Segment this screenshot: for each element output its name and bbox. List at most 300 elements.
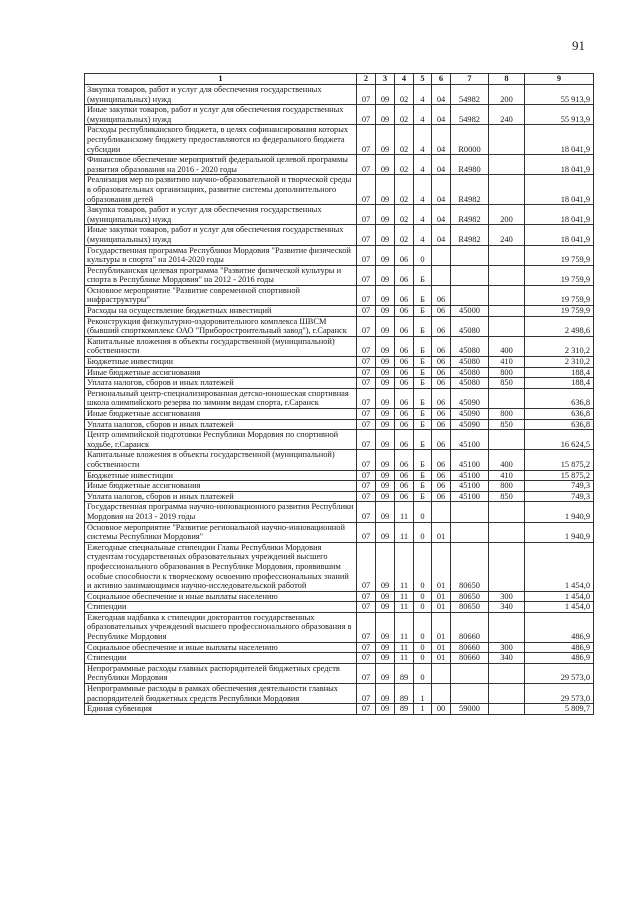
row-value-cell: 09 xyxy=(376,470,395,481)
table-row xyxy=(85,612,594,642)
row-name-cell: Стипендии xyxy=(85,602,357,613)
row-value-cell: 09 xyxy=(376,388,395,408)
row-value-cell: 29 573,0 xyxy=(525,663,594,683)
row-value-cell xyxy=(489,502,525,522)
row-value-cell: 01 xyxy=(432,602,451,613)
row-value-cell: 0 xyxy=(414,663,432,683)
row-value-cell: 06 xyxy=(395,491,414,502)
row-name-cell: Капитальные вложения в объекты государственной (муниципальной) собственности xyxy=(85,336,357,356)
row-value-cell: 09 xyxy=(376,306,395,317)
row-value-cell: 09 xyxy=(376,225,395,245)
table-row xyxy=(85,653,594,664)
table-row xyxy=(85,704,594,715)
row-value-cell: 80650 xyxy=(451,542,489,591)
row-value-cell: Б xyxy=(414,450,432,470)
row-value-cell: 07 xyxy=(357,591,376,602)
row-value-cell: 11 xyxy=(395,522,414,542)
row-value-cell: 200 xyxy=(489,85,525,105)
row-value-cell: 07 xyxy=(357,481,376,492)
row-name-cell: Государственная программа научно-инновационного развития Республики Мордовия на 2013 - 2019 годы xyxy=(85,502,357,522)
row-value-cell: 1 xyxy=(414,684,432,704)
row-name-cell: Закупка товаров, работ и услуг для обеспечения государственных (муниципальных) нужд xyxy=(85,85,357,105)
row-value-cell: 04 xyxy=(432,125,451,155)
row-value-cell: 749,3 xyxy=(525,491,594,502)
row-value-cell: 0 xyxy=(414,591,432,602)
row-value-cell: 09 xyxy=(376,316,395,336)
row-value-cell: 09 xyxy=(376,357,395,368)
row-value-cell xyxy=(489,704,525,715)
row-value-cell: 06 xyxy=(395,357,414,368)
row-value-cell: 07 xyxy=(357,245,376,265)
row-value-cell: R0000 xyxy=(451,125,489,155)
row-value-cell: 06 xyxy=(432,316,451,336)
row-value-cell: 06 xyxy=(395,450,414,470)
row-value-cell: 06 xyxy=(395,481,414,492)
row-name-cell: Ежегодные специальные стипендии Главы Республики Мордовия студентам государственных образовательных учреждений высшего профессионального образования в Республике Мордовия, проявившим особые способности к творческому освоению профессиональных знаний и активно занимающимся научно-исследовательской работой xyxy=(85,542,357,591)
row-value-cell: 4 xyxy=(414,85,432,105)
row-value-cell: 400 xyxy=(489,336,525,356)
row-value-cell xyxy=(432,684,451,704)
table-row xyxy=(85,205,594,225)
row-value-cell: 89 xyxy=(395,663,414,683)
row-name-cell: Основное мероприятие "Развитие региональной научно-инновационной системы Республики Мордовия" xyxy=(85,522,357,542)
row-value-cell: 11 xyxy=(395,502,414,522)
row-value-cell: 02 xyxy=(395,125,414,155)
row-name-cell: Иные закупки товаров, работ и услуг для обеспечения государственных (муниципальных) нужд xyxy=(85,105,357,125)
table-row xyxy=(85,125,594,155)
row-value-cell: 07 xyxy=(357,155,376,175)
row-value-cell: Б xyxy=(414,367,432,378)
row-value-cell: 09 xyxy=(376,542,395,591)
row-value-cell: 07 xyxy=(357,653,376,664)
row-value-cell: 45080 xyxy=(451,316,489,336)
row-value-cell: Б xyxy=(414,491,432,502)
row-value-cell: 4 xyxy=(414,105,432,125)
row-value-cell: 55 913,9 xyxy=(525,105,594,125)
row-value-cell xyxy=(451,663,489,683)
row-value-cell: 0 xyxy=(414,653,432,664)
row-name-cell: Социальное обеспечение и иные выплаты населению xyxy=(85,591,357,602)
row-value-cell xyxy=(489,522,525,542)
row-value-cell xyxy=(451,502,489,522)
row-value-cell xyxy=(489,388,525,408)
row-value-cell: 4 xyxy=(414,155,432,175)
row-value-cell: 02 xyxy=(395,155,414,175)
row-value-cell: 09 xyxy=(376,663,395,683)
header-cell: 8 xyxy=(489,74,525,85)
table-row xyxy=(85,245,594,265)
row-value-cell: 06 xyxy=(432,419,451,430)
row-value-cell: 06 xyxy=(432,378,451,389)
row-value-cell: 02 xyxy=(395,225,414,245)
row-value-cell: Б xyxy=(414,316,432,336)
row-name-cell: Непрограммные расходы в рамках обеспечения деятельности главных распорядителей бюджетных средств Республики Мордовия xyxy=(85,684,357,704)
row-value-cell: 02 xyxy=(395,205,414,225)
row-value-cell: 1 xyxy=(414,704,432,715)
table-row xyxy=(85,105,594,125)
row-value-cell: 09 xyxy=(376,602,395,613)
row-value-cell: 18 041,9 xyxy=(525,225,594,245)
row-value-cell: 07 xyxy=(357,125,376,155)
row-value-cell: 0 xyxy=(414,612,432,642)
table-row xyxy=(85,591,594,602)
table-row xyxy=(85,430,594,450)
row-value-cell: Б xyxy=(414,388,432,408)
table-row xyxy=(85,470,594,481)
row-value-cell: 07 xyxy=(357,704,376,715)
row-value-cell: 06 xyxy=(432,409,451,420)
row-value-cell: 06 xyxy=(432,336,451,356)
row-value-cell: 06 xyxy=(395,409,414,420)
row-name-cell: Бюджетные инвестиции xyxy=(85,357,357,368)
row-value-cell: 1 454,0 xyxy=(525,591,594,602)
row-value-cell: 16 624,5 xyxy=(525,430,594,450)
row-value-cell xyxy=(432,265,451,285)
table-row xyxy=(85,285,594,305)
row-name-cell: Основное мероприятие "Развитие современной спортивной инфраструктуры" xyxy=(85,285,357,305)
row-value-cell: 04 xyxy=(432,175,451,205)
row-value-cell: 07 xyxy=(357,684,376,704)
row-value-cell: 01 xyxy=(432,653,451,664)
table-row xyxy=(85,419,594,430)
row-value-cell xyxy=(489,265,525,285)
header-cell: 4 xyxy=(395,74,414,85)
row-value-cell: 1 454,0 xyxy=(525,542,594,591)
row-value-cell: 410 xyxy=(489,357,525,368)
row-value-cell: 1 454,0 xyxy=(525,602,594,613)
table-row xyxy=(85,357,594,368)
row-value-cell: 07 xyxy=(357,225,376,245)
row-value-cell: 80660 xyxy=(451,653,489,664)
row-value-cell: 09 xyxy=(376,502,395,522)
row-value-cell: R4982 xyxy=(451,205,489,225)
row-value-cell: 06 xyxy=(395,265,414,285)
row-value-cell xyxy=(432,663,451,683)
row-value-cell xyxy=(489,663,525,683)
row-value-cell: 800 xyxy=(489,367,525,378)
row-value-cell xyxy=(451,684,489,704)
row-name-cell: Единая субвенция xyxy=(85,704,357,715)
row-value-cell: 07 xyxy=(357,306,376,317)
row-name-cell: Закупка товаров, работ и услуг для обеспечения государственных (муниципальных) нужд xyxy=(85,205,357,225)
row-value-cell: 45080 xyxy=(451,378,489,389)
row-value-cell: 06 xyxy=(395,245,414,265)
table-row xyxy=(85,409,594,420)
row-value-cell: 07 xyxy=(357,316,376,336)
row-value-cell: 00 xyxy=(432,704,451,715)
row-value-cell: 06 xyxy=(432,481,451,492)
row-value-cell xyxy=(489,125,525,155)
row-value-cell: 5 809,7 xyxy=(525,704,594,715)
table-row xyxy=(85,265,594,285)
row-value-cell: 19 759,9 xyxy=(525,245,594,265)
row-value-cell: 45100 xyxy=(451,430,489,450)
row-value-cell: 01 xyxy=(432,642,451,653)
row-value-cell: 188,4 xyxy=(525,378,594,389)
table-row xyxy=(85,367,594,378)
row-value-cell: 18 041,9 xyxy=(525,125,594,155)
row-value-cell: 09 xyxy=(376,378,395,389)
header-cell: 9 xyxy=(525,74,594,85)
row-value-cell: 07 xyxy=(357,205,376,225)
row-name-cell: Центр олимпийской подготовки Республики Мордовия по спортивной ходьбе, г.Саранск xyxy=(85,430,357,450)
row-value-cell: 1 940,9 xyxy=(525,502,594,522)
row-value-cell: 09 xyxy=(376,522,395,542)
row-value-cell: 06 xyxy=(432,357,451,368)
row-value-cell xyxy=(451,245,489,265)
table-row xyxy=(85,522,594,542)
header-row xyxy=(85,74,594,85)
row-value-cell: 45100 xyxy=(451,450,489,470)
row-value-cell: 18 041,9 xyxy=(525,155,594,175)
row-value-cell: 06 xyxy=(395,430,414,450)
header-cell: 2 xyxy=(357,74,376,85)
row-value-cell: 07 xyxy=(357,542,376,591)
row-value-cell: 4 xyxy=(414,205,432,225)
row-name-cell: Непрограммные расходы главных распорядителей бюджетных средств Республики Мордовия xyxy=(85,663,357,683)
row-value-cell: 45090 xyxy=(451,388,489,408)
table-row xyxy=(85,481,594,492)
row-value-cell: 01 xyxy=(432,591,451,602)
row-value-cell: 09 xyxy=(376,155,395,175)
row-name-cell: Ежегодная надбавка к стипендии докторантов государственных образовательных учреждений высшего профессионального образования в Республике Мордовия xyxy=(85,612,357,642)
table-row xyxy=(85,225,594,245)
row-name-cell: Региональный центр-специализированная детско-юношеская спортивная школа олимпийского резерва по зимним видам спорта, г.Саранск xyxy=(85,388,357,408)
table-row xyxy=(85,85,594,105)
table-row xyxy=(85,602,594,613)
row-value-cell: 09 xyxy=(376,105,395,125)
row-value-cell: 410 xyxy=(489,470,525,481)
row-value-cell: 04 xyxy=(432,155,451,175)
row-value-cell: 636,8 xyxy=(525,409,594,420)
row-value-cell: 09 xyxy=(376,285,395,305)
table-row xyxy=(85,155,594,175)
row-value-cell: 0 xyxy=(414,522,432,542)
row-value-cell: 09 xyxy=(376,704,395,715)
row-value-cell: 07 xyxy=(357,285,376,305)
row-name-cell: Уплата налогов, сборов и иных платежей xyxy=(85,491,357,502)
row-value-cell: 06 xyxy=(432,367,451,378)
row-value-cell xyxy=(451,265,489,285)
row-value-cell: 19 759,9 xyxy=(525,265,594,285)
row-value-cell: 07 xyxy=(357,388,376,408)
row-value-cell: 07 xyxy=(357,450,376,470)
row-value-cell: 19 759,9 xyxy=(525,285,594,305)
row-value-cell: Б xyxy=(414,265,432,285)
row-value-cell: Б xyxy=(414,470,432,481)
row-value-cell: 02 xyxy=(395,85,414,105)
row-value-cell: 02 xyxy=(395,175,414,205)
row-value-cell: 06 xyxy=(395,316,414,336)
row-value-cell xyxy=(489,542,525,591)
row-value-cell: 45080 xyxy=(451,357,489,368)
row-value-cell: 0 xyxy=(414,245,432,265)
row-value-cell: 07 xyxy=(357,85,376,105)
row-value-cell xyxy=(489,245,525,265)
row-value-cell: 19 759,9 xyxy=(525,306,594,317)
row-value-cell: 11 xyxy=(395,602,414,613)
row-value-cell: 240 xyxy=(489,105,525,125)
row-value-cell: Б xyxy=(414,306,432,317)
row-value-cell: R4982 xyxy=(451,225,489,245)
row-value-cell: Б xyxy=(414,430,432,450)
row-value-cell: 486,9 xyxy=(525,642,594,653)
row-name-cell: Стипендии xyxy=(85,653,357,664)
row-value-cell: 09 xyxy=(376,265,395,285)
row-value-cell xyxy=(432,502,451,522)
row-value-cell: 09 xyxy=(376,409,395,420)
row-value-cell: 07 xyxy=(357,265,376,285)
row-value-cell: 800 xyxy=(489,481,525,492)
row-value-cell: 45090 xyxy=(451,409,489,420)
row-value-cell: 09 xyxy=(376,612,395,642)
row-value-cell: 340 xyxy=(489,602,525,613)
row-value-cell: 06 xyxy=(432,470,451,481)
table-row xyxy=(85,336,594,356)
row-value-cell: 15 875,2 xyxy=(525,450,594,470)
row-value-cell: Б xyxy=(414,419,432,430)
row-value-cell: 850 xyxy=(489,419,525,430)
row-value-cell: 45100 xyxy=(451,481,489,492)
row-value-cell: 89 xyxy=(395,684,414,704)
row-value-cell: 02 xyxy=(395,105,414,125)
row-value-cell: 07 xyxy=(357,378,376,389)
row-value-cell xyxy=(432,245,451,265)
row-value-cell: 80650 xyxy=(451,591,489,602)
row-value-cell: 1 940,9 xyxy=(525,522,594,542)
row-value-cell: 06 xyxy=(395,388,414,408)
row-value-cell: 300 xyxy=(489,591,525,602)
row-value-cell: 0 xyxy=(414,642,432,653)
row-value-cell: 340 xyxy=(489,653,525,664)
row-value-cell: 09 xyxy=(376,245,395,265)
row-value-cell: 45100 xyxy=(451,491,489,502)
row-value-cell xyxy=(489,316,525,336)
row-name-cell: Иные бюджетные ассигнования xyxy=(85,409,357,420)
row-value-cell: 06 xyxy=(432,430,451,450)
row-value-cell: 06 xyxy=(432,285,451,305)
row-value-cell: 09 xyxy=(376,653,395,664)
row-value-cell: 59000 xyxy=(451,704,489,715)
row-value-cell: 07 xyxy=(357,491,376,502)
row-name-cell: Расходы республиканского бюджета, в целях софинансирования которых республиканскому бюджету предоставляются из федерального бюджета субсидии xyxy=(85,125,357,155)
header-cell: 3 xyxy=(376,74,395,85)
budget-table xyxy=(84,73,594,715)
row-name-cell: Финансовое обеспечение мероприятий федеральной целевой программы развития образования на 2016 - 2020 годы xyxy=(85,155,357,175)
row-name-cell: Капитальные вложения в объекты государственной (муниципальной) собственности xyxy=(85,450,357,470)
row-value-cell: 200 xyxy=(489,205,525,225)
row-value-cell: 09 xyxy=(376,367,395,378)
row-value-cell: 0 xyxy=(414,602,432,613)
table-row xyxy=(85,175,594,205)
row-value-cell: 07 xyxy=(357,105,376,125)
row-value-cell: Б xyxy=(414,409,432,420)
row-value-cell: 2 498,6 xyxy=(525,316,594,336)
row-value-cell: 09 xyxy=(376,491,395,502)
row-value-cell: Б xyxy=(414,336,432,356)
row-value-cell: 45080 xyxy=(451,336,489,356)
table-row xyxy=(85,316,594,336)
table-row xyxy=(85,450,594,470)
row-name-cell: Бюджетные инвестиции xyxy=(85,470,357,481)
row-name-cell: Иные бюджетные ассигнования xyxy=(85,481,357,492)
row-value-cell: 850 xyxy=(489,491,525,502)
row-value-cell: 45100 xyxy=(451,470,489,481)
row-value-cell: 07 xyxy=(357,663,376,683)
row-value-cell: 06 xyxy=(395,367,414,378)
row-value-cell: 0 xyxy=(414,502,432,522)
row-value-cell: 09 xyxy=(376,450,395,470)
row-value-cell xyxy=(489,306,525,317)
row-value-cell: 486,9 xyxy=(525,653,594,664)
table-row xyxy=(85,378,594,389)
row-value-cell xyxy=(489,430,525,450)
row-value-cell: 09 xyxy=(376,205,395,225)
row-value-cell: 11 xyxy=(395,612,414,642)
row-value-cell: 54982 xyxy=(451,85,489,105)
row-name-cell: Реконструкция физкультурно-оздоровительного комплекса ШВСМ (бывший спорткомплекс ОАО "Приборостроительный завод"), г.Саранск xyxy=(85,316,357,336)
row-value-cell: 11 xyxy=(395,591,414,602)
row-value-cell: 01 xyxy=(432,542,451,591)
row-value-cell: 09 xyxy=(376,125,395,155)
row-value-cell xyxy=(489,684,525,704)
row-value-cell: 55 913,9 xyxy=(525,85,594,105)
row-value-cell: 04 xyxy=(432,225,451,245)
row-value-cell: 07 xyxy=(357,175,376,205)
row-value-cell: 11 xyxy=(395,542,414,591)
table-row xyxy=(85,684,594,704)
row-value-cell: 09 xyxy=(376,591,395,602)
row-value-cell: 636,8 xyxy=(525,419,594,430)
row-value-cell: R4980 xyxy=(451,155,489,175)
row-value-cell xyxy=(451,285,489,305)
table-row xyxy=(85,542,594,591)
row-name-cell: Расходы на осуществление бюджетных инвестиций xyxy=(85,306,357,317)
row-value-cell: Б xyxy=(414,357,432,368)
row-value-cell: 06 xyxy=(395,470,414,481)
row-value-cell xyxy=(489,175,525,205)
row-value-cell: 636,8 xyxy=(525,388,594,408)
row-value-cell: Б xyxy=(414,378,432,389)
row-value-cell: 09 xyxy=(376,336,395,356)
row-value-cell: 07 xyxy=(357,642,376,653)
row-value-cell: 89 xyxy=(395,704,414,715)
row-value-cell: 80650 xyxy=(451,602,489,613)
row-name-cell: Государственная программа Республики Мордовия "Развитие физической культуры и спорта" на 2014-2020 годы xyxy=(85,245,357,265)
row-value-cell: 07 xyxy=(357,470,376,481)
row-value-cell: 06 xyxy=(395,336,414,356)
header-cell: 7 xyxy=(451,74,489,85)
row-value-cell: 15 875,2 xyxy=(525,470,594,481)
row-value-cell: Б xyxy=(414,481,432,492)
row-value-cell: 749,3 xyxy=(525,481,594,492)
row-value-cell: 4 xyxy=(414,225,432,245)
table-row xyxy=(85,388,594,408)
header-cell: 6 xyxy=(432,74,451,85)
row-value-cell: 300 xyxy=(489,642,525,653)
row-name-cell: Уплата налогов, сборов и иных платежей xyxy=(85,419,357,430)
row-value-cell: 06 xyxy=(432,491,451,502)
row-value-cell: 07 xyxy=(357,612,376,642)
row-value-cell: 07 xyxy=(357,367,376,378)
row-value-cell: 54982 xyxy=(451,105,489,125)
row-value-cell: 09 xyxy=(376,430,395,450)
row-name-cell: Республиканская целевая программа "Развитие физической культуры и спорта в Республике Мордовия" на 2012 - 2016 годы xyxy=(85,265,357,285)
row-value-cell: 850 xyxy=(489,378,525,389)
row-value-cell: 09 xyxy=(376,175,395,205)
row-name-cell: Реализация мер по развитию научно-образовательной и творческой среды в образовательных организациях, развитие системы дополнительного образования детей xyxy=(85,175,357,205)
row-value-cell: 09 xyxy=(376,419,395,430)
